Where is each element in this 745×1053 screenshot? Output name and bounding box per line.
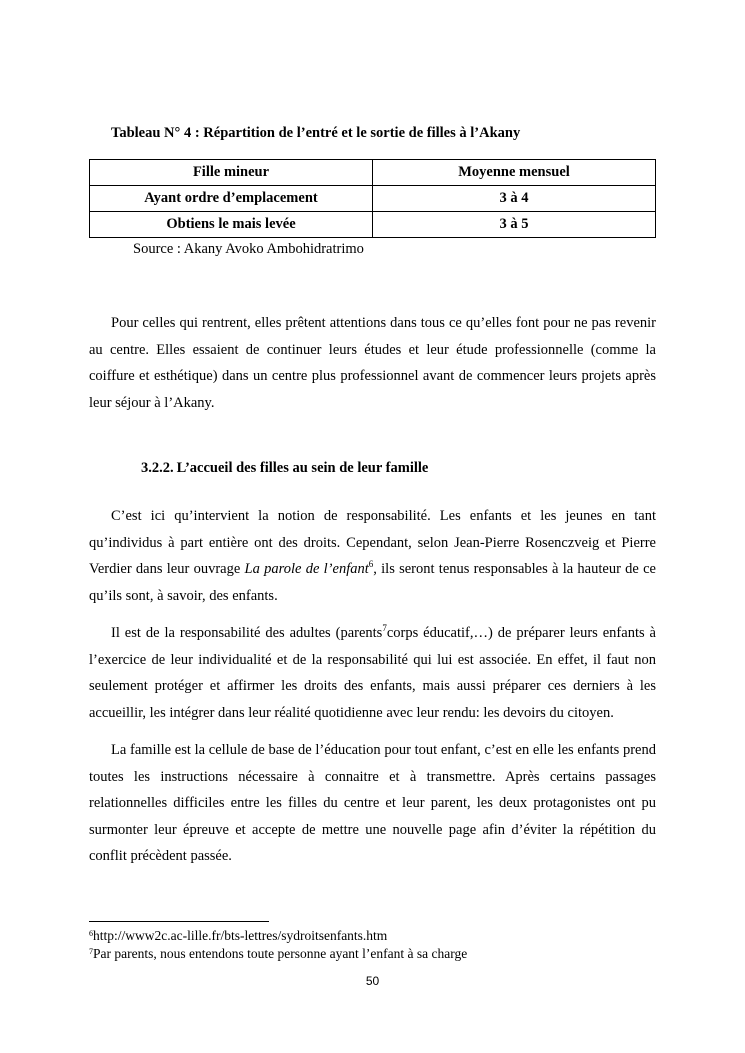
data-table xyxy=(89,159,656,238)
table-cell: 3 à 4 xyxy=(373,186,656,212)
table-header-cell: Moyenne mensuel xyxy=(373,160,656,186)
paragraph-text: Il est de la responsabilité des adultes (parents xyxy=(111,625,383,641)
footnote-text: http://www2c.ac-lille.fr/bts-lettres/sydroitsenfants.htm xyxy=(93,928,388,943)
paragraph-text: C’est ici qu’intervient la notion de responsabilité. Les enfants et les jeunes en tant qu’individus à part entière ont des droits. Cependant, selon Jean-Pierre Rosenczveig et Pierre Verdier dans leur ouvrage xyxy=(89,508,656,577)
paragraph: La famille est la cellule de base de l’éducation pour tout enfant, c’est en elle les enfants prend toutes les instructions nécessaire à connaitre et à transmettre. Après certains passages relationnelles difficiles entre les filles du centre et leur parent, les deux protagonistes ont pu surmonter leur épreuve et accepte de mettre une nouvelle page afin d’éviter la répétition du conflit précèdent passée. xyxy=(89,742,656,864)
table-caption: Tableau N° 4 : Répartition de l’entré et le sortie de filles à l’Akany xyxy=(111,125,521,141)
table-cell: 3 à 5 xyxy=(373,212,656,238)
paragraph xyxy=(89,503,656,609)
paragraph-text: , ils seront tenus responsables à la hauteur de ce qu’ils sont, à savoir, des enfants. xyxy=(89,561,656,604)
table-cell: Ayant ordre d’emplacement xyxy=(90,186,373,212)
paragraph: Pour celles qui rentrent, elles prêtent attentions dans tous ce qu’elles font pour ne pas revenir au centre. Elles essaient de continuer leurs études et leur étude professionnelle (comme la coiffure et esthétique) dans un centre plus professionnel avant de commencer leurs projets après leur séjour à l’Akany. xyxy=(89,315,656,411)
table-row xyxy=(90,186,656,212)
table-cell: Obtiens le mais levée xyxy=(90,212,373,238)
book-title: La parole de l’enfant xyxy=(244,561,369,577)
footnote-ref: 7 xyxy=(382,623,387,634)
footnote xyxy=(89,928,387,944)
page-number: 50 xyxy=(365,974,380,988)
footnote-separator xyxy=(89,921,269,922)
section-number: 3.2.2. xyxy=(141,460,174,476)
paragraph-text: corps éducatif,…) de préparer leurs enfants à l’exercice de leur individualité et de la responsabilité qui lui est associée. En effet, il faut non seulement protéger et affirmer les droits des enfants, mais aussi préparer ces derniers à les accueillir, les intégrer dans leur réalité quotidienne avec leur rendu: les devoirs du citoyen. xyxy=(89,625,656,721)
footnote-mark: 6 xyxy=(89,929,93,938)
footnote-ref: 6 xyxy=(368,559,374,570)
footnote xyxy=(89,946,467,962)
paragraph xyxy=(89,620,656,726)
footnote-mark: 7 xyxy=(89,947,93,956)
section-title: L’accueil des filles au sein de leur famille xyxy=(176,460,429,476)
table-source: Source : Akany Avoko Ambohidratrimo xyxy=(133,241,364,257)
footnote-text: Par parents, nous entendons toute personne ayant l’enfant à sa charge xyxy=(93,946,468,961)
section-heading xyxy=(141,460,428,477)
table-header-cell: Fille mineur xyxy=(90,160,373,186)
table-row xyxy=(90,212,656,238)
table-header-row xyxy=(90,160,656,186)
